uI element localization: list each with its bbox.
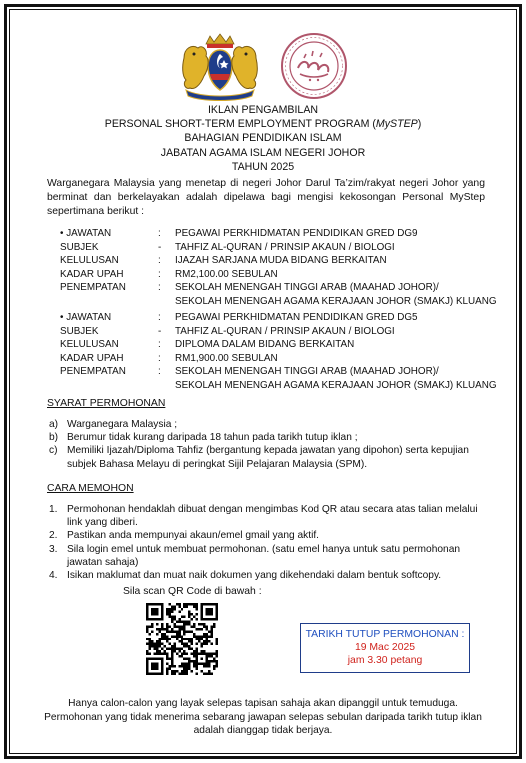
scan-instruction: Sila scan QR Code di bawah :	[123, 586, 262, 597]
job-row	[60, 338, 510, 352]
closing-date: 19 Mac 2025	[354, 642, 416, 653]
job-value: PEGAWAI PERKHIDMATAN PENDIDIKAN GRED DG9	[175, 228, 418, 239]
job-row	[60, 379, 510, 393]
qr-code-icon[interactable]	[146, 603, 218, 675]
list-marker: a)	[49, 419, 59, 430]
job-listing	[60, 227, 510, 309]
job-row	[60, 365, 510, 379]
job-separator: :	[158, 255, 161, 267]
title-line-2-italic: MySTEP	[375, 118, 418, 131]
job-separator: :	[158, 228, 161, 239]
job-label: SUBJEK	[60, 241, 99, 253]
list-item	[47, 569, 487, 582]
title-line-2-prefix: PERSONAL SHORT-TERM EMPLOYMENT PROGRAM (	[104, 118, 376, 131]
job-label: KADAR UPAH	[60, 268, 124, 280]
cara-heading: CARA MEMOHON	[47, 483, 134, 494]
title-line-2-suffix: )	[417, 118, 422, 131]
list-marker: 1.	[49, 504, 58, 515]
job-row	[60, 254, 510, 268]
job-label: KELULUSAN	[60, 255, 119, 267]
job-listing	[60, 311, 510, 393]
job-row	[60, 325, 510, 339]
job-label: • JAWATAN	[60, 228, 112, 239]
intro-paragraph: Warganegara Malaysia yang menetap di negeri Johor Darul Ta’zim/rakyat negeri Johor yang berminat dan berkelayakan adalah dipelawa bagi mengisi kekosongan Personal MyStep sepertimana berikut :	[47, 178, 485, 218]
job-label: SUBJEK	[60, 325, 99, 337]
list-marker: 3.	[49, 543, 58, 555]
list-marker: 4.	[49, 570, 58, 582]
job-label: • JAWATAN	[60, 312, 112, 323]
job-value: PEGAWAI PERKHIDMATAN PENDIDIKAN GRED DG5	[175, 312, 418, 323]
job-value: RM2,100.00 SEBULAN	[175, 268, 278, 280]
list-item-text: Memiliki Ijazah/Diploma Tahfiz (bergantung kepada jawatan yang dipohon) serta kepujian subjek Bahasa Melayu di peringkat Sijil Pelajaran Malaysia (SPM).	[67, 445, 469, 470]
job-value: SEKOLAH MENENGAH TINGGI ARAB (MAAHAD JOHOR)/	[175, 282, 439, 294]
list-item	[47, 444, 487, 470]
job-label: KELULUSAN	[60, 339, 119, 351]
job-value: SEKOLAH MENENGAH AGAMA KERAJAAN JOHOR (SMAKJ) KLUANG	[175, 379, 497, 391]
job-value: SEKOLAH MENENGAH AGAMA KERAJAAN JOHOR (SMAKJ) KLUANG	[175, 295, 497, 307]
johor-state-crest-icon	[176, 30, 264, 102]
job-row	[60, 241, 510, 255]
list-item	[47, 529, 487, 542]
job-value: SEKOLAH MENENGAH TINGGI ARAB (MAAHAD JOHOR)/	[175, 366, 439, 378]
job-separator: -	[158, 241, 162, 253]
closing-date-box	[300, 623, 470, 673]
closing-time: jam 3.30 petang	[347, 655, 423, 666]
footer-line-1: Hanya calon-calon yang layak selepas tapisan sahaja akan dipanggil untuk temuduga.	[68, 698, 458, 709]
job-separator: :	[158, 352, 161, 364]
list-item-text: Berumur tidak kurang daripada 18 tahun pada tarikh tutup iklan ;	[67, 432, 358, 444]
list-item	[47, 431, 487, 444]
list-marker: c)	[49, 445, 58, 457]
job-value: TAHFIZ AL-QURAN / PRINSIP AKAUN / BIOLOGI	[175, 325, 395, 337]
list-item-text: Pastikan anda mempunyai akaun/emel gmail yang aktif.	[67, 530, 319, 542]
list-item	[47, 503, 487, 529]
list-item-text: Permohonan hendaklah dibuat dengan mengimbas Kod QR atau secara atas talian melalui link yang diberi.	[67, 504, 478, 529]
cara-list	[47, 503, 487, 582]
list-item-text: Isikan maklumat dan muat naik dokumen yang dikehendaki dalam bentuk softcopy.	[67, 570, 442, 582]
job-separator: -	[158, 325, 162, 337]
title-line-4: JABATAN AGAMA ISLAM NEGERI JOHOR	[160, 146, 366, 159]
job-separator: :	[158, 339, 161, 351]
syarat-list	[47, 418, 487, 471]
header-logos	[176, 30, 356, 102]
job-row	[60, 352, 510, 366]
job-value: DIPLOMA DALAM BIDANG BERKAITAN	[175, 339, 355, 351]
title-block	[40, 103, 486, 174]
job-separator: :	[158, 268, 161, 280]
footer-note	[40, 697, 486, 738]
list-item-text: Sila login emel untuk membuat permohonan. (satu emel hanya untuk satu permohonan jawatan sahaja)	[67, 543, 461, 568]
job-value: TAHFIZ AL-QURAN / PRINSIP AKAUN / BIOLOGI	[175, 241, 395, 253]
list-marker: b)	[49, 432, 59, 444]
job-separator: :	[158, 312, 161, 323]
list-item-text: Warganegara Malaysia ;	[67, 419, 178, 430]
closing-title: TARIKH TUTUP PERMOHONAN :	[305, 629, 465, 640]
title-line-5: TAHUN 2025	[231, 160, 295, 173]
list-marker: 2.	[49, 530, 58, 542]
title-line-1: IKLAN PENGAMBILAN	[207, 104, 319, 116]
jainj-circular-seal-icon	[280, 32, 348, 100]
job-row	[60, 295, 510, 309]
job-row	[60, 311, 510, 325]
job-separator: :	[158, 366, 161, 378]
job-row	[60, 268, 510, 282]
title-line-2	[40, 117, 486, 131]
job-value: IJAZAH SARJANA MUDA BIDANG BERKAITAN	[175, 255, 387, 267]
job-label: KADAR UPAH	[60, 352, 124, 364]
footer-line-2: Permohonan yang tidak menerima sebarang jawapan selepas sebulan daripada tarikh tutup iklan adalah dianggap tidak berjaya.	[44, 711, 482, 737]
job-row	[60, 281, 510, 295]
job-row	[60, 227, 510, 241]
list-item	[47, 418, 487, 431]
title-line-3: BAHAGIAN PENDIDIKAN ISLAM	[184, 132, 342, 145]
job-label: PENEMPATAN	[60, 366, 126, 378]
syarat-heading: SYARAT PERMOHONAN	[47, 398, 166, 409]
list-item	[47, 543, 487, 569]
job-label: PENEMPATAN	[60, 282, 126, 294]
job-value: RM1,900.00 SEBULAN	[175, 352, 278, 364]
job-separator: :	[158, 282, 161, 294]
